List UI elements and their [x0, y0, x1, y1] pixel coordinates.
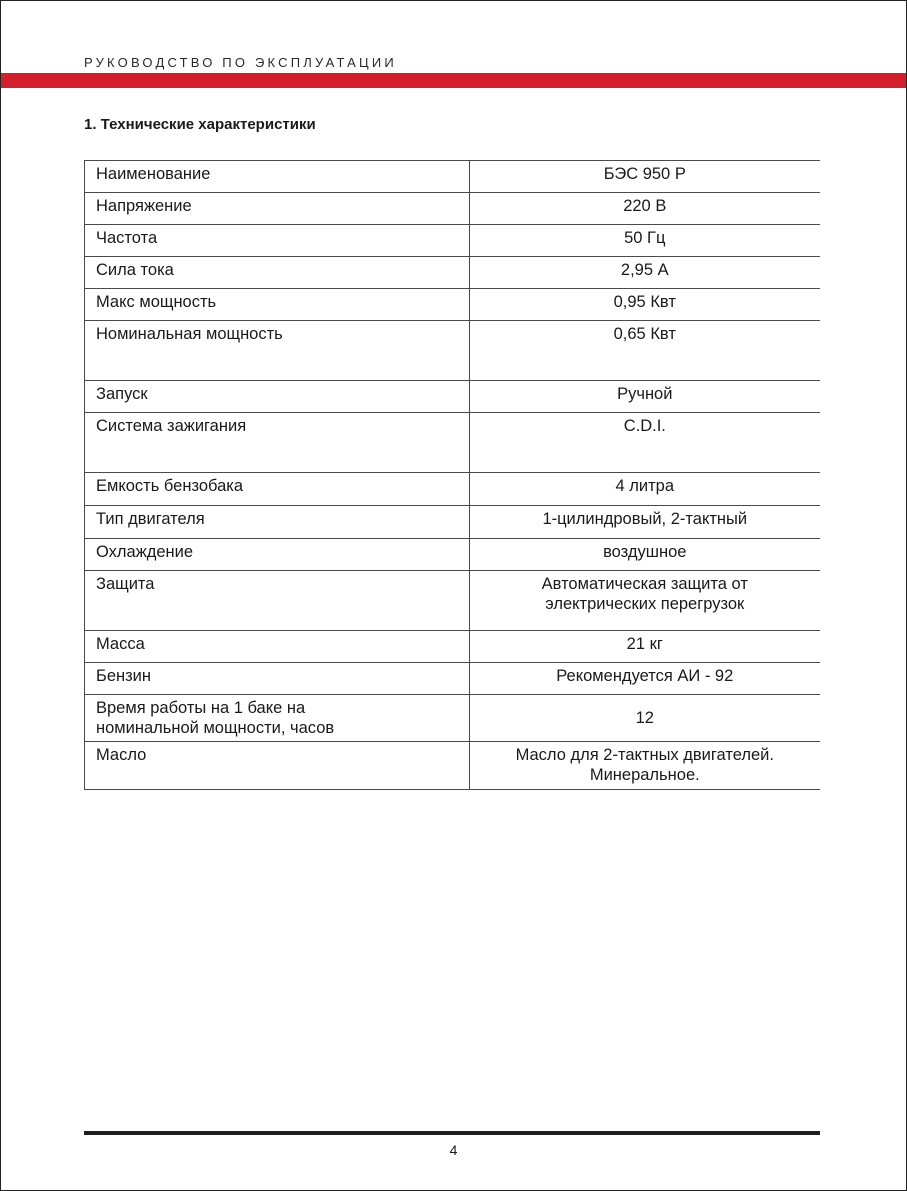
spec-value: воздушное: [469, 539, 820, 571]
spec-label: Масло: [85, 742, 470, 790]
specifications-table: [84, 160, 820, 790]
spec-label: Напряжение: [85, 193, 470, 225]
spec-label: Бензин: [85, 663, 470, 695]
spec-label: Макс мощность: [85, 289, 470, 321]
spec-row-rated-power: [85, 321, 821, 381]
spec-value: 0,65 Квт: [469, 321, 820, 381]
spec-row-frequency: [85, 225, 821, 257]
spec-label: Защита: [85, 571, 470, 631]
spec-row-voltage: [85, 193, 821, 225]
spec-value: 0,95 Квт: [469, 289, 820, 321]
spec-row-start: [85, 381, 821, 413]
spec-value: 1-цилиндровый, 2-тактный: [469, 506, 820, 539]
spec-row-name: [85, 161, 821, 193]
spec-label: Емкость бензобака: [85, 473, 470, 506]
spec-value: 21 кг: [469, 631, 820, 663]
spec-value: 4 литра: [469, 473, 820, 506]
section-title: 1. Технические характеристики: [84, 116, 316, 133]
spec-row-mass: [85, 631, 821, 663]
spec-row-fuel-tank: [85, 473, 821, 506]
spec-row-protection: [85, 571, 821, 631]
spec-label: Наименование: [85, 161, 470, 193]
spec-row-cooling: [85, 539, 821, 571]
spec-label: Номинальная мощность: [85, 321, 470, 381]
spec-row-fuel: [85, 663, 821, 695]
spec-value: Ручной: [469, 381, 820, 413]
spec-label: Масса: [85, 631, 470, 663]
spec-label: Система зажигания: [85, 413, 470, 473]
spec-row-engine-type: [85, 506, 821, 539]
spec-value: 50 Гц: [469, 225, 820, 257]
spec-label: Охлаждение: [85, 539, 470, 571]
spec-row-runtime: [85, 695, 821, 742]
spec-row-max-power: [85, 289, 821, 321]
spec-value: 2,95 А: [469, 257, 820, 289]
spec-row-current: [85, 257, 821, 289]
page-number: 4: [449, 1142, 458, 1158]
spec-row-oil: [85, 742, 821, 790]
spec-label: Запуск: [85, 381, 470, 413]
spec-label: Тип двигателя: [85, 506, 470, 539]
header-accent-bar: [1, 73, 906, 88]
spec-value: 220 В: [469, 193, 820, 225]
spec-value: Рекомендуется АИ - 92: [469, 663, 820, 695]
spec-value: Автоматическая защита от электрических перегрузок: [469, 571, 820, 631]
spec-value: C.D.I.: [469, 413, 820, 473]
spec-value: Масло для 2-тактных двигателей. Минеральное.: [469, 742, 820, 790]
spec-value: 12: [469, 695, 820, 742]
spec-label: Время работы на 1 баке на номинальной мощности, часов: [85, 695, 470, 742]
spec-value: БЭС 950 Р: [469, 161, 820, 193]
spec-row-ignition: [85, 413, 821, 473]
footer-rule: [84, 1131, 820, 1135]
manual-header-title: РУКОВОДСТВО ПО ЭКСПЛУАТАЦИИ: [84, 55, 397, 70]
spec-label: Частота: [85, 225, 470, 257]
spec-label: Сила тока: [85, 257, 470, 289]
